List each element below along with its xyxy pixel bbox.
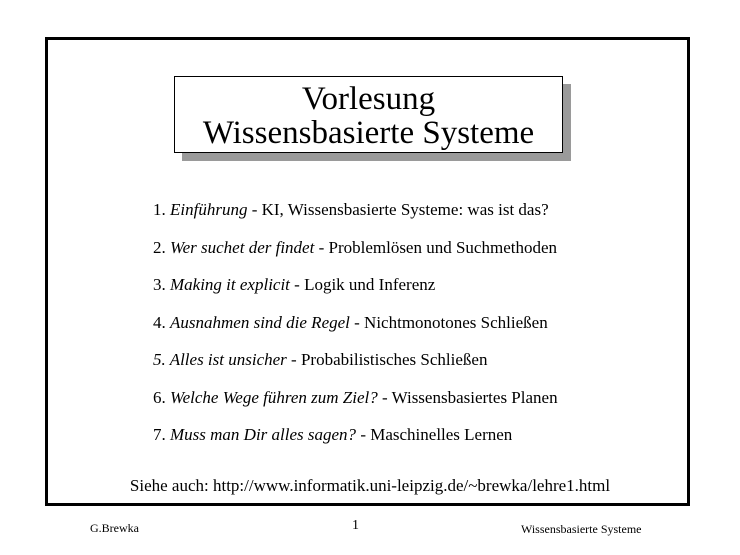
title-line-1: Vorlesung	[301, 81, 436, 117]
topic-number: 2.	[153, 237, 170, 257]
topic-item-4	[153, 312, 558, 350]
title-line-2: Wissensbasierte Systeme	[202, 115, 535, 151]
topic-description: - KI, Wissensbasierte Systeme: was ist das?	[247, 200, 549, 219]
topic-number: 1.	[153, 200, 170, 219]
topic-number: 6.	[153, 387, 170, 407]
topic-list	[153, 199, 558, 462]
topic-title: Welche Wege führen zum Ziel?	[170, 387, 378, 407]
topic-title: Einführung	[170, 200, 248, 219]
topic-number: 3.	[153, 275, 170, 294]
topic-number: 7.	[153, 425, 170, 444]
see-also-link-text: Siehe auch: http://www.informatik.uni-leipzig.de/~brewka/lehre1.html	[129, 476, 611, 495]
topic-description: - Nichtmonotones Schließen	[349, 312, 548, 332]
topic-description: - Problemlösen und Suchmethoden	[314, 237, 558, 257]
topic-description: - Probabilistisches Schließen	[286, 350, 488, 369]
title-box	[174, 76, 563, 153]
topic-title: 5. Alles ist unsicher	[153, 350, 287, 369]
topic-title: Muss man Dir alles sagen?	[170, 425, 357, 444]
topic-title: Ausnahmen sind die Regel	[170, 312, 350, 332]
footer-course: Wissensbasierte Systeme	[521, 522, 642, 536]
topic-title: Wer suchet der findet	[170, 237, 315, 257]
topic-number: 4.	[153, 312, 170, 332]
topic-item-3	[153, 274, 558, 312]
topic-item-5	[153, 349, 558, 387]
topic-description: - Maschinelles Lernen	[356, 425, 513, 444]
topic-description: - Wissensbasiertes Planen	[377, 387, 558, 407]
footer-author: G.Brewka	[90, 521, 139, 535]
topic-description: - Logik und Inferenz	[289, 275, 436, 294]
topic-title: Making it explicit	[170, 275, 290, 294]
footer-page-number: 1	[352, 518, 359, 533]
topic-item-1	[153, 199, 558, 237]
topic-item-2	[153, 237, 558, 275]
topic-item-6	[153, 387, 558, 425]
topic-item-7	[153, 424, 558, 462]
